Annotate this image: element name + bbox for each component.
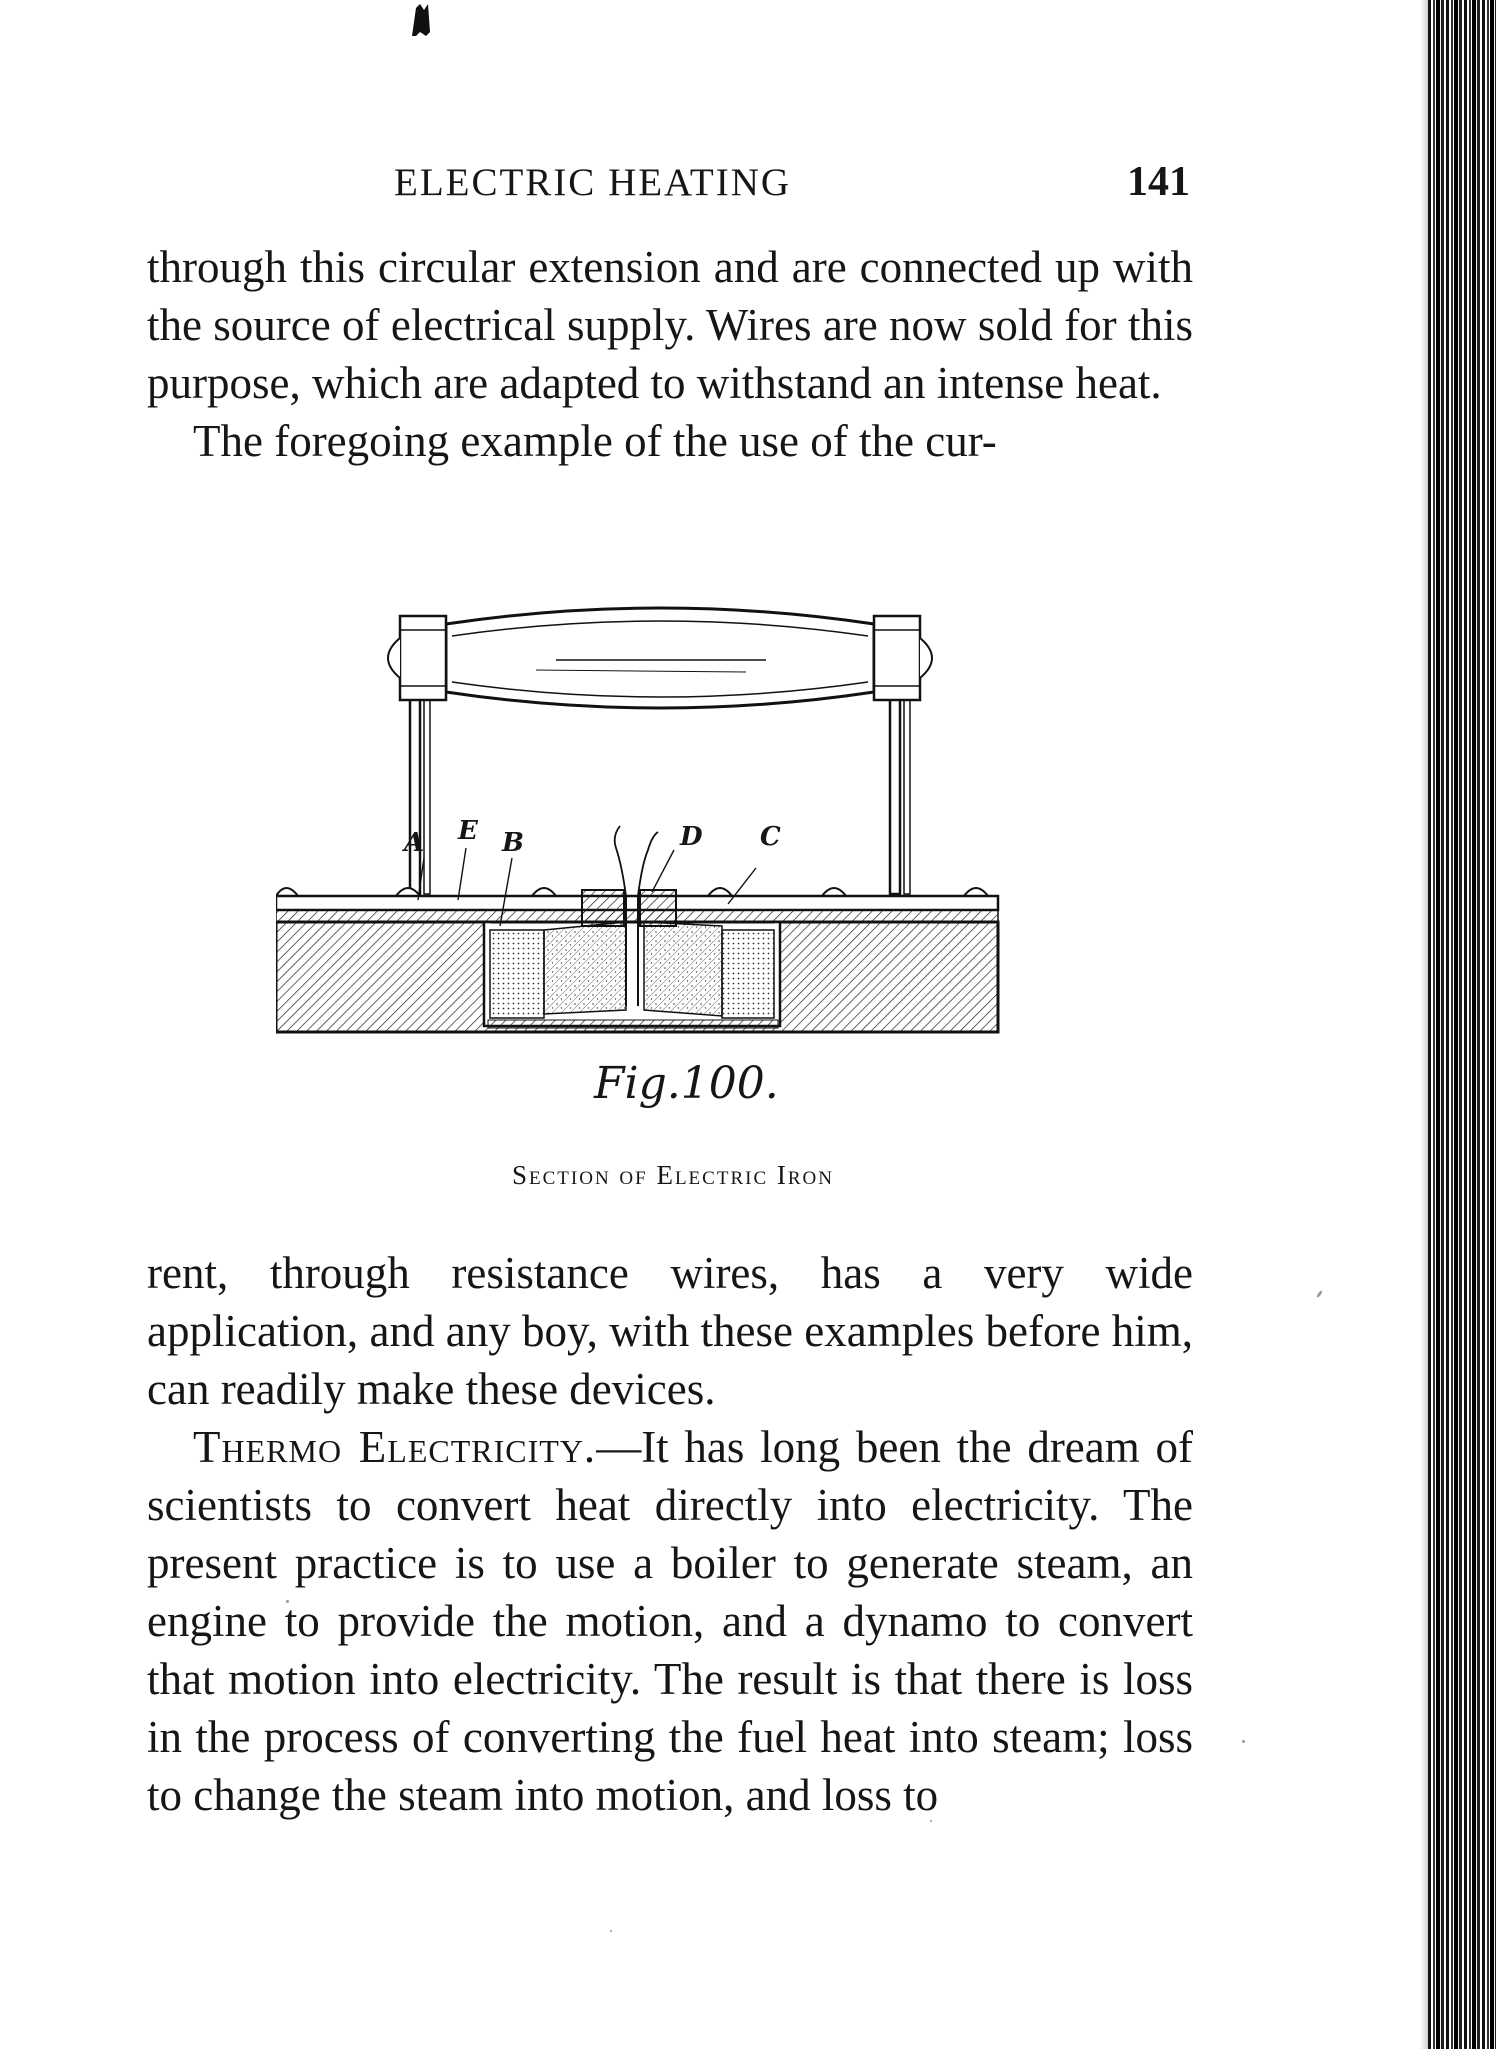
figure-letter-c: C — [760, 822, 781, 852]
section-heading: Thermo Electricity. — [193, 1422, 597, 1472]
figure-number-label: Fig.100. — [594, 1058, 779, 1109]
figure-letter-b: B — [502, 828, 524, 858]
paragraph-text: —It has long been the dream of scientists to convert heat directly into electricity. The present practice is to use a boiler to generate steam, an engine to provide the motion, and a dynamo to convert that motion into electricity. The result is that there is loss in the process of converting the fuel heat into steam; loss to change the steam into motion, and loss to — [147, 1422, 1193, 1820]
figure-letter-a: A — [404, 828, 425, 858]
text-block-bottom — [147, 1244, 1193, 1824]
paragraph: The foregoing example of the use of the cur- — [193, 416, 997, 466]
paragraph: through this circular extension and are connected up with the source of electrical supply. Wires are now sold for this purpose, which are adapted to withstand an intense heat. — [147, 242, 1193, 408]
running-title: ELECTRIC HEATING — [394, 161, 792, 204]
figure-caption: Section of Electric Iron — [512, 1160, 834, 1190]
page-number: 141 — [1127, 159, 1190, 205]
paragraph: rent, through resistance wires, has a very wide application, and any boy, with these examples before him, can readily make these devices. — [147, 1248, 1193, 1414]
figure-letter-d: D — [680, 822, 703, 852]
running-head — [150, 160, 1190, 208]
electric-iron-section-drawing — [276, 596, 1056, 1066]
ink-blot-mark — [406, 2, 434, 38]
figure-letter-e: E — [458, 816, 478, 846]
figure-electric-iron — [276, 596, 1056, 1116]
paragraph — [147, 1418, 1193, 1824]
text-block-top — [147, 238, 1193, 470]
book-binding-edge — [1428, 0, 1496, 2049]
